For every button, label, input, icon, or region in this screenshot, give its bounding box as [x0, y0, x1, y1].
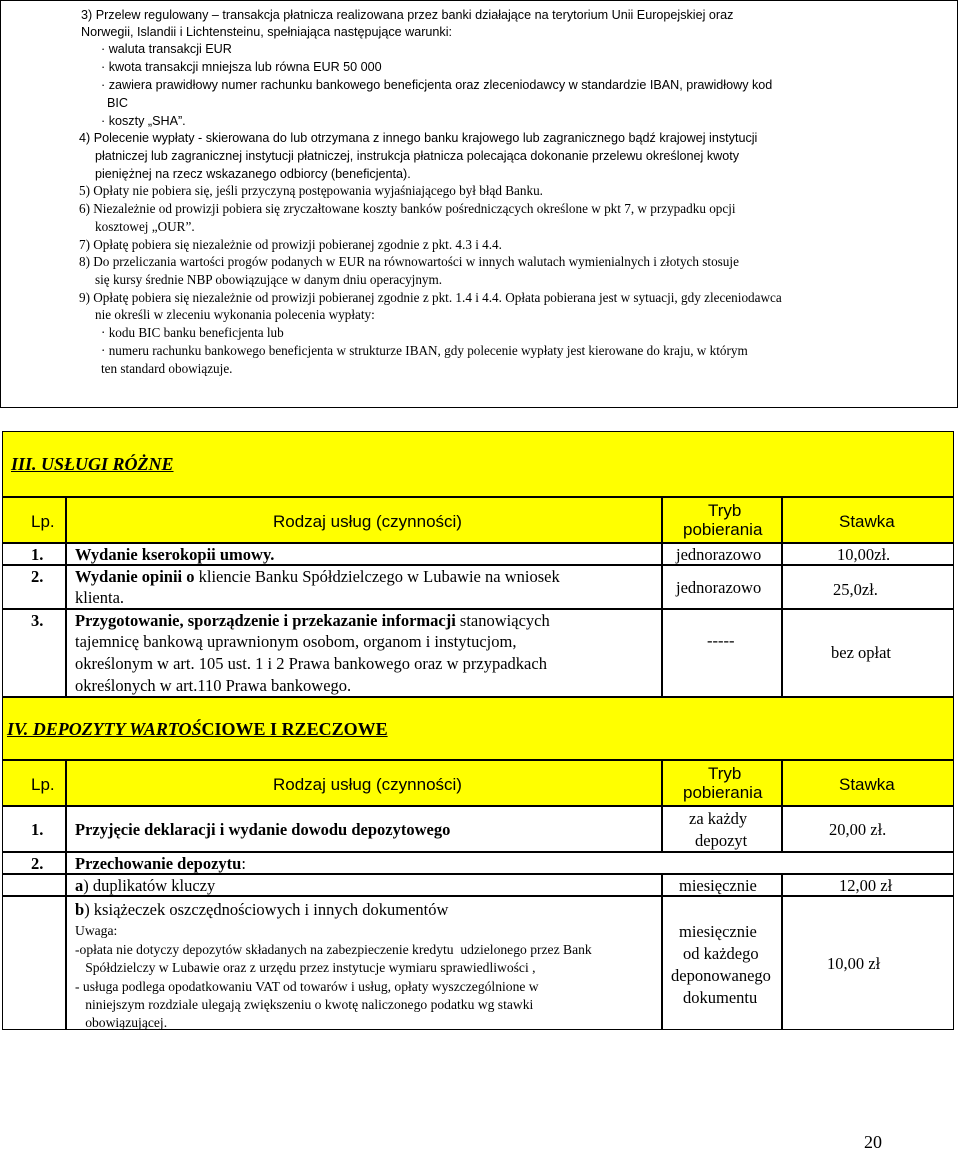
header-stawka: Stawka	[839, 775, 895, 794]
header-lp: Lp.	[31, 512, 55, 531]
section-4-banner	[2, 697, 954, 760]
note-line: · kwota transakcji mniejsza lub równa EUR 50 000	[101, 60, 382, 74]
note-line: pieniężnej na rzecz wskazanego odbiorcy (beneficjenta).	[95, 167, 411, 181]
row-desc-cell	[66, 806, 662, 852]
table-row	[2, 565, 66, 609]
note-line: 4) Polecenie wypłaty - skierowana do lub otrzymana z innego banku krajowego lub zagranicznego bądź krajowej instytucji	[79, 131, 758, 145]
row-stawka: 20,00 zł.	[829, 820, 887, 839]
section-4-title	[7, 719, 388, 740]
row-lp: 3.	[31, 611, 44, 630]
note-line: 6) Niezależnie od prowizji pobiera się zryczałtowane koszty banków pośredniczących określone w pkt 7, w przypadku opcji	[79, 201, 736, 216]
note-line: · numeru rachunku bankowego beneficjenta w strukturze IBAN, gdy polecenie wypłaty jest kierowane do kraju, w którym	[101, 343, 748, 358]
header-rodzaj: Rodzaj usług (czynności)	[273, 775, 462, 794]
row-desc-text: ) książeczek oszczędnościowych i innych dokumentów	[84, 900, 449, 919]
section-3-banner	[2, 431, 954, 497]
header-lp-cell	[2, 497, 66, 543]
row-prefix: a	[75, 876, 84, 895]
row-prefix: b	[75, 900, 85, 919]
row-desc-cell	[66, 609, 662, 697]
note-line: 5) Opłaty nie pobiera się, jeśli przyczyną postępowania wyjaśniającego był błąd Banku.	[79, 183, 543, 198]
row-desc: Wydanie kserokopii umowy.	[75, 545, 275, 564]
row-stawka-cell	[782, 609, 954, 697]
note-line: BIC	[107, 96, 128, 110]
row-tryb-line1: za każdy	[689, 809, 748, 828]
row-tryb-line2: depozyt	[695, 831, 748, 850]
uwaga-note: obowiązującej.	[75, 1015, 168, 1030]
row-stawka-cell	[782, 543, 954, 565]
uwaga-note: - usługa podlega opodatkowaniu VAT od towarów i usług, opłaty wyszczególnione w	[75, 979, 539, 994]
row-stawka: 12,00 zł	[839, 876, 893, 895]
row-tryb-line1: miesięcznie	[679, 922, 757, 941]
notes-block	[0, 0, 958, 408]
row-stawka-cell	[782, 896, 954, 1030]
header-pobierania: pobierania	[683, 783, 763, 802]
header-tryb-cell	[662, 497, 782, 543]
row-lp: 1.	[31, 820, 44, 839]
row-tryb: -----	[707, 631, 735, 650]
section-4-title-part2: CIOWE I RZECZOWE	[201, 719, 388, 739]
row-stawka-cell	[782, 874, 954, 896]
note-line: 8) Do przeliczania wartości progów podanych w EUR na równowartości w innych walutach wymienialnych i złotych stosuje	[79, 254, 739, 269]
note-line: 3) Przelew regulowany – transakcja płatnicza realizowana przez banki działające na terytorium Unii Europejskiej oraz	[81, 8, 734, 22]
note-line: kosztowej „OUR”.	[95, 219, 195, 234]
note-line: się kursy średnie NBP obowiązujące w danym dniu operacyjnym.	[95, 272, 443, 287]
row-stawka: 10,00zł.	[837, 545, 891, 564]
row-desc-bold: Przygotowanie, sporządzenie i przekazanie informacji	[75, 611, 456, 630]
uwaga-note: -opłata nie dotyczy depozytów składanych na zabezpieczenie kredytu udzielonego przez Bank	[75, 942, 592, 957]
note-line: ten standard obowiązuje.	[101, 361, 233, 376]
header-stawka-cell	[782, 760, 954, 806]
row-stawka-cell	[782, 806, 954, 852]
header-tryb: Tryb	[708, 501, 742, 520]
row-desc	[75, 875, 215, 896]
table-row-spacer	[2, 874, 66, 896]
row-desc-line2: klienta.	[75, 588, 125, 607]
uwaga-note: Spółdzielczy w Lubawie oraz z urzędu przez instytucje wymiaru sprawiedliwości ,	[75, 960, 536, 975]
row-tryb-cell	[662, 896, 782, 1030]
note-line: · koszty „SHA”.	[101, 114, 186, 128]
row-desc-cell	[66, 874, 662, 896]
row-tryb-cell	[662, 565, 782, 609]
row-desc-rest: kliencie Banku Spółdzielczego w Lubawie na wniosek	[194, 567, 560, 586]
header-lp-cell	[2, 760, 66, 806]
section-4-title-part1: IV. DEPOZYTY WARTOŚ	[7, 719, 202, 739]
header-pobierania: pobierania	[683, 520, 763, 539]
row-stawka: 25,0zł.	[833, 580, 878, 599]
section-3-title: III. USŁUGI RÓŻNE	[11, 454, 174, 474]
row-desc: Przyjęcie deklaracji i wydanie dowodu depozytowego	[75, 820, 451, 839]
row-desc-cell	[66, 896, 662, 1030]
note-line: nie określi w zleceniu wykonania polecenia wypłaty:	[95, 307, 375, 322]
row-lp: 2.	[31, 854, 44, 873]
row-desc-cell	[66, 565, 662, 609]
row-tryb-cell	[662, 874, 782, 896]
row-tryb-line4: dokumentu	[683, 988, 758, 1007]
note-line: 9) Opłatę pobiera się niezależnie od prowizji pobieranej zgodnie z pkt. 1.4 i 4.4. Opłata pobierana jest w sytuacji, gdy zleceniodawca	[79, 290, 782, 305]
header-stawka: Stawka	[839, 512, 895, 531]
table-row-spacer	[2, 896, 66, 1030]
row-desc-rest: stanowiących	[455, 611, 550, 630]
header-tryb-cell	[662, 760, 782, 806]
row-desc-cell	[66, 543, 662, 565]
row-desc-bold: Przechowanie depozytu	[75, 854, 242, 873]
header-tryb: Tryb	[708, 764, 742, 783]
row-desc	[75, 853, 246, 874]
note-line: · kodu BIC banku beneficjenta lub	[101, 325, 284, 340]
row-desc-line3: określonym w art. 105 ust. 1 i 2 Prawa bankowego oraz w przypadkach	[75, 654, 547, 673]
row-desc-line	[75, 566, 560, 587]
note-line: · waluta transakcji EUR	[101, 42, 232, 56]
row-tryb-line3: deponowanego	[671, 966, 771, 985]
note-line: płatniczej lub zagranicznej instytucji płatniczej, instrukcja płatnicza polecająca dokonanie przelewu określonej kwoty	[95, 149, 740, 163]
row-tryb-cell	[662, 609, 782, 697]
note-line: 7) Opłatę pobiera się niezależnie od prowizji pobieranej zgodnie z pkt. 4.3 i 4.4.	[79, 237, 502, 252]
row-tryb-cell	[662, 806, 782, 852]
note-line: · zawiera prawidłowy numer rachunku bankowego beneficjenta oraz zleceniodawcy w standardzie IBAN, prawidłowy kod	[101, 78, 773, 92]
row-stawka: 10,00 zł	[827, 954, 881, 973]
header-lp: Lp.	[31, 775, 55, 794]
header-rodzaj: Rodzaj usług (czynności)	[273, 512, 462, 531]
uwaga-note: niniejszym rozdziale ulegają zwiększeniu o kwotę naliczonego podatku wg stawki	[75, 997, 534, 1012]
row-stawka-cell	[782, 565, 954, 609]
table-row	[2, 806, 66, 852]
row-desc-text: ) duplikatów kluczy	[83, 876, 216, 895]
row-tryb: miesięcznie	[679, 876, 757, 895]
row-lp: 1.	[31, 545, 44, 564]
row-tryb-line2: od każdego	[683, 944, 759, 963]
row-desc-line	[75, 610, 550, 631]
row-lp: 2.	[31, 567, 44, 586]
table-row	[2, 609, 66, 697]
page-number: 20	[864, 1132, 882, 1152]
row-desc-line4: określonych w art.110 Prawa bankowego.	[75, 676, 352, 695]
table-row	[2, 543, 66, 565]
row-desc-colon: :	[241, 854, 246, 873]
row-tryb-cell	[662, 543, 782, 565]
header-rodzaj-cell	[66, 760, 662, 806]
header-stawka-cell	[782, 497, 954, 543]
row-tryb: jednorazowo	[676, 578, 762, 597]
row-stawka: bez opłat	[831, 643, 892, 662]
header-rodzaj-cell	[66, 497, 662, 543]
row-tryb: jednorazowo	[676, 545, 762, 564]
row-desc-bold: Wydanie opinii o	[75, 567, 195, 586]
table-row	[2, 852, 66, 874]
row-desc	[75, 899, 448, 920]
row-desc-cell	[66, 852, 954, 874]
row-desc-line2: tajemnicę bankową uprawnionym osobom, organom i instytucjom,	[75, 632, 517, 651]
uwaga-label: Uwaga:	[75, 923, 118, 938]
note-line: Norwegii, Islandii i Lichtensteinu, spełniająca następujące warunki:	[81, 25, 453, 39]
